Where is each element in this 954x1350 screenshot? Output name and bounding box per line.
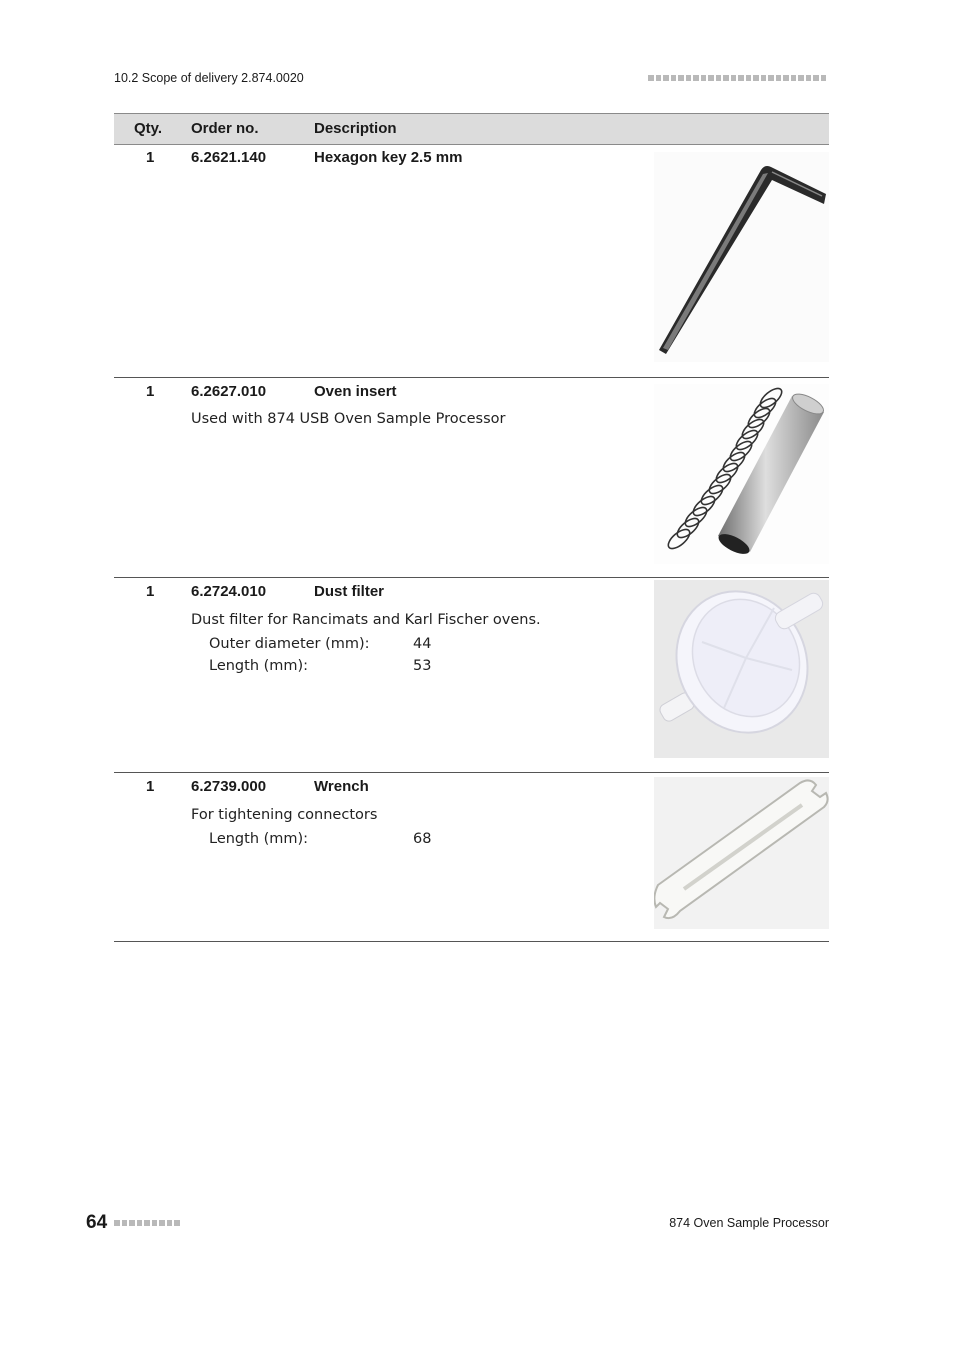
table-row — [114, 773, 829, 942]
row-qty: 1 — [146, 583, 155, 600]
row-title: Wrench — [314, 778, 369, 795]
table-row — [114, 378, 829, 578]
column-header-order-no: Order no. — [191, 120, 259, 137]
row-order-no: 6.2627.010 — [191, 383, 267, 400]
footer-dots — [114, 1220, 180, 1226]
spec-value: 44 — [413, 636, 432, 652]
row-description: For tightening connectors — [191, 807, 378, 823]
row-order-no: 6.2621.140 — [191, 149, 267, 166]
row-qty: 1 — [146, 778, 155, 795]
row-order-no: 6.2739.000 — [191, 778, 267, 795]
spec-label: Length (mm): — [209, 658, 309, 674]
row-order-no: 6.2724.010 — [191, 583, 267, 600]
dust-filter-image — [654, 580, 829, 758]
table-row — [114, 578, 829, 773]
scope-of-delivery-table — [114, 113, 829, 847]
header-dots — [648, 75, 826, 81]
wrench-image — [654, 777, 829, 929]
footer-product-title: 874 Oven Sample Processor — [669, 1216, 829, 1230]
row-qty: 1 — [146, 383, 155, 400]
column-header-qty: Qty. — [134, 120, 163, 137]
row-description: Dust filter for Rancimats and Karl Fischer ovens. — [191, 612, 541, 628]
page-number: 64 — [86, 1212, 108, 1233]
spec-label: Length (mm): — [209, 831, 309, 847]
hexagon-key-image — [654, 152, 829, 362]
table-row — [114, 144, 829, 378]
row-title: Hexagon key 2.5 mm — [314, 149, 463, 166]
spec-label: Outer diameter (mm): — [209, 636, 370, 652]
row-qty: 1 — [146, 149, 155, 166]
spec-value: 68 — [413, 831, 432, 847]
running-head: 10.2 Scope of delivery 2.874.0020 — [114, 71, 304, 85]
table-header — [114, 113, 829, 145]
row-title: Oven insert — [314, 383, 397, 400]
oven-insert-image — [654, 384, 829, 564]
column-header-description: Description — [314, 120, 397, 137]
spec-value: 53 — [413, 658, 432, 674]
row-title: Dust filter — [314, 583, 385, 600]
row-description: Used with 874 USB Oven Sample Processor — [191, 411, 506, 427]
